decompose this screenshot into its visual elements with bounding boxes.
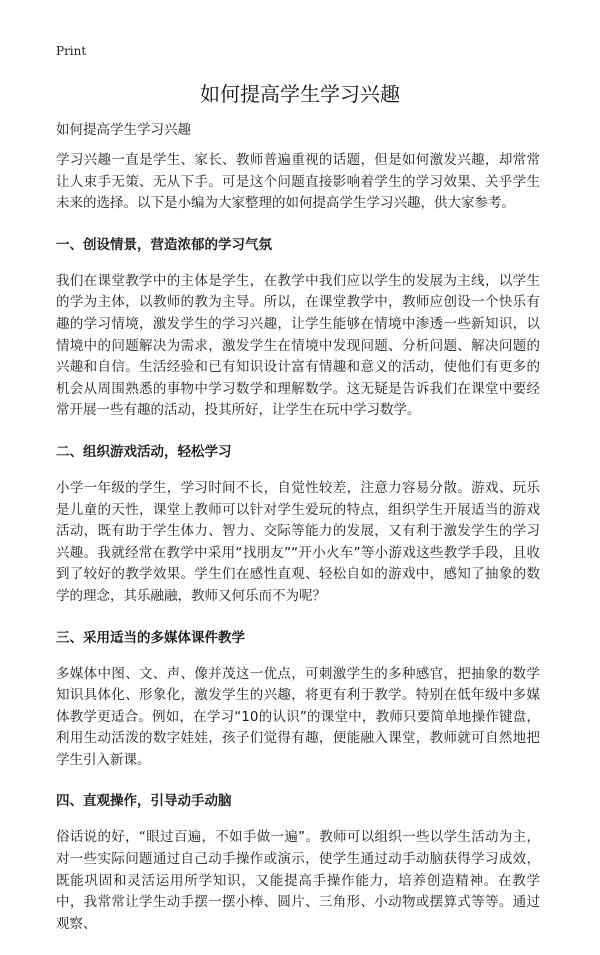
section-paragraph: 多媒体中图、文、声、像并茂这一优点，可刺激学生的多种感官，把抽象的数学知识具体化、形象化，激发学生的兴趣，将更有利于教学。特别在低年级中多媒体教学更适合。例如，在学习“10的认识”的课堂中，教师只要简单地操作键盘，利用生动活泼的数字娃娃，孩子们觉得有趣，便能融入课堂，教师就可自然地把学生引入新课。 bbox=[56, 665, 540, 768]
intro-paragraph: 学习兴趣一直是学生、家长、教师普遍重视的话题，但是如何激发兴趣，却常常让人束手无策、无从下手。可是这个问题直接影响着学生的学习效果、关乎学生未来的选择。以下是小编为大家整理的如何提高学生学习兴趣，供大家参考。 bbox=[56, 152, 540, 212]
section-paragraph: 我们在课堂教学中的主体是学生，在教学中我们应以学生的发展为主线，以学生的学为主体，以教师的教为主导。所以，在课堂教学中，教师应创设一个快乐有趣的学习情境，激发学生的学习兴趣，让学生能够在情境中渗透一些新知识，以情境中的问题解决为需求，激发学生在情境中发现问题、分析问题、解决问题的兴趣和自信。生活经验和已有知识设计富有情趣和意义的活动，使他们有更多的机会从周围熟悉的事物中学习数学和理解数学。这无疑是告诉我们在课堂中要经常开展一些有趣的活动，投其所好，让学生在玩中学习数学。 bbox=[56, 272, 540, 419]
section-heading: 四、直观操作，引导动手动脑 bbox=[56, 793, 232, 810]
section-paragraph: 小学一年级的学生，学习时间不长，自觉性较差，注意力容易分散。游戏、玩乐是儿童的天性，课堂上教师可以针对学生爱玩的特点，组织学生开展适当的游戏活动，既有助于学生体力、智力、交际等能力的发展，又有利于激发学生的学习兴趣。我就经常在教学中采用“找朋友”“开小火车”等小游戏这些教学手段，且收到了较好的教学效果。学生们在感性直观、轻松自如的游戏中，感知了抽象的数学的理念，其乐融融，教师又何乐而不为呢？ bbox=[56, 479, 540, 604]
section-heading: 三、采用适当的多媒体课件教学 bbox=[56, 629, 245, 646]
article-subtitle: 如何提高学生学习兴趣 bbox=[56, 122, 191, 138]
page-title: 如何提高学生学习兴趣 bbox=[200, 82, 400, 106]
section-paragraph: 俗话说的好，“眼过百遍，不如手做一遍”。教师可以组织一些以学生活动为主，对一些实际问题通过自己动手操作或演示，使学生通过动手动脑获得学习成效，既能巩固和灵活运用所学知识，又能提高手操作能力，培养创造精神。在教学中，我常常让学生动手摆一摆小棒、圆片、三角形、小动物或摆算式等等。通过观察、 bbox=[56, 829, 540, 932]
section-heading: 一、创设情景，营造浓郁的学习气氛 bbox=[56, 236, 272, 253]
print-link[interactable]: Print bbox=[56, 44, 87, 58]
article-body bbox=[56, 150, 540, 955]
section-heading: 二、组织游戏活动，轻松学习 bbox=[56, 443, 232, 460]
